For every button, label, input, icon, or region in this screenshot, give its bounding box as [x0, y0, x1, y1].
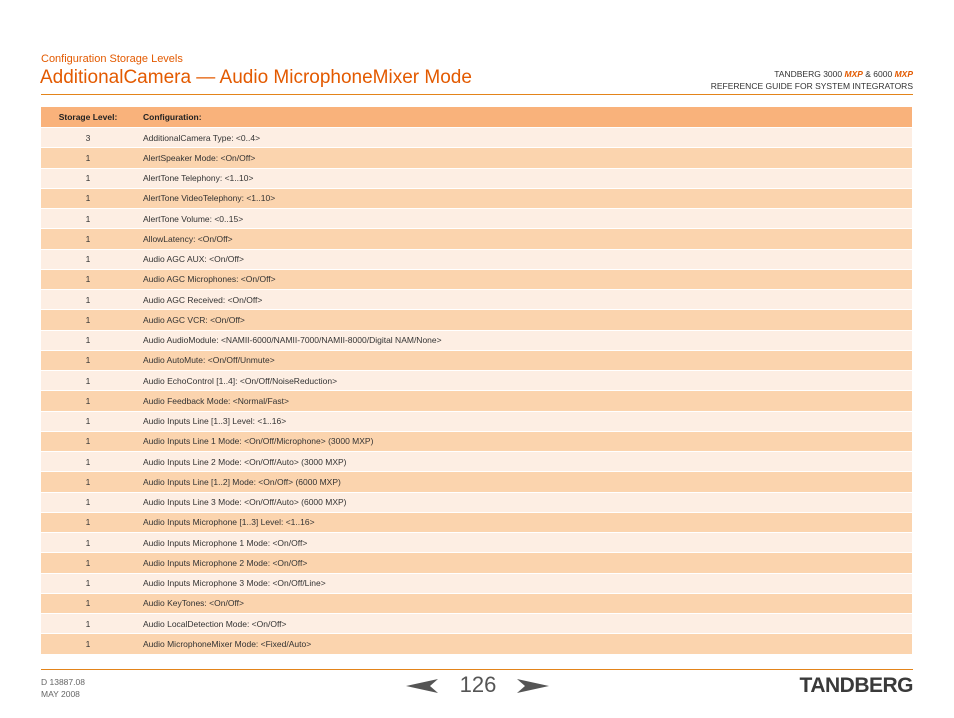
configuration-value: AlertTone Volume: <0..15> [143, 213, 244, 224]
storage-level-value: 1 [85, 152, 91, 163]
footer-divider [41, 669, 913, 670]
section-label: Configuration Storage Levels [41, 53, 183, 65]
table-row [41, 634, 912, 654]
arrow-left-icon[interactable] [406, 679, 438, 693]
table-row [41, 553, 912, 573]
storage-level-value: 1 [85, 274, 91, 285]
configuration-value: Audio Inputs Line 3 Mode: <On/Off/Auto> (6000 MXP) [143, 497, 347, 508]
storage-level-value: 3 [85, 132, 91, 143]
table-row [41, 594, 912, 614]
table-row [41, 493, 912, 513]
table-row [41, 614, 912, 634]
storage-level-value: 1 [85, 618, 91, 629]
configuration-value: Audio Inputs Microphone 2 Mode: <On/Off> [143, 557, 308, 568]
table-row [41, 128, 912, 148]
table-row [41, 229, 912, 249]
storage-level-value: 1 [85, 193, 91, 204]
configuration-value: Audio Inputs Line [1..3] Level: <1..16> [143, 416, 287, 427]
document-info [41, 676, 85, 700]
mxp-label-1: MXP [844, 69, 863, 79]
storage-level-value: 1 [85, 436, 91, 447]
table-row [41, 351, 912, 371]
table-row [41, 189, 912, 209]
document-date: MAY 2008 [41, 689, 80, 699]
configuration-value: Audio AGC Microphones: <On/Off> [143, 274, 276, 285]
configuration-value: Audio Inputs Line 1 Mode: <On/Off/Microphone> (3000 MXP) [143, 436, 374, 447]
table-row [41, 452, 912, 472]
arrow-right-icon[interactable] [517, 679, 549, 693]
table-row [41, 513, 912, 533]
table-row [41, 331, 912, 351]
tandberg-logo: TANDBERG [799, 674, 913, 697]
header-divider [41, 94, 913, 95]
table-row [41, 290, 912, 310]
configuration-value: Audio AudioModule: <NAMII-6000/NAMII-7000/NAMII-8000/Digital NAM/None> [143, 335, 442, 346]
storage-level-value: 1 [85, 173, 91, 184]
table-row [41, 148, 912, 168]
column-header-storage-level: Storage Level: [58, 112, 118, 122]
configuration-value: Audio KeyTones: <On/Off> [143, 598, 244, 609]
product-name-6000: & 6000 [862, 69, 895, 79]
storage-level-value: 1 [85, 254, 91, 265]
configuration-value: Audio Inputs Line [1..2] Mode: <On/Off> (6000 MXP) [143, 476, 341, 487]
storage-level-value: 1 [85, 578, 91, 589]
configuration-value: Audio MicrophoneMixer Mode: <Fixed/Auto> [143, 638, 312, 649]
storage-level-value: 1 [85, 456, 91, 467]
configuration-value: Audio AGC Received: <On/Off> [143, 294, 263, 305]
table-row [41, 391, 912, 411]
storage-level-value: 1 [85, 375, 91, 386]
table-row [41, 209, 912, 229]
storage-level-value: 1 [85, 395, 91, 406]
configuration-value: Audio AutoMute: <On/Off/Unmute> [143, 355, 275, 366]
configuration-value: Audio EchoControl [1..4]: <On/Off/NoiseReduction> [143, 375, 338, 386]
product-brand-block [711, 68, 913, 92]
product-name-3000: TANDBERG 3000 [774, 69, 845, 79]
configuration-value: AllowLatency: <On/Off> [143, 233, 233, 244]
table-row [41, 250, 912, 270]
column-header-configuration: Configuration: [143, 112, 202, 122]
table-row [41, 310, 912, 330]
storage-level-value: 1 [85, 416, 91, 427]
configuration-value: Audio LocalDetection Mode: <On/Off> [143, 618, 287, 629]
configuration-value: Audio Inputs Microphone 1 Mode: <On/Off> [143, 537, 308, 548]
storage-level-value: 1 [85, 476, 91, 487]
table-row [41, 432, 912, 452]
configuration-value: AlertTone VideoTelephony: <1..10> [143, 193, 276, 204]
table-row [41, 472, 912, 492]
configuration-value: AlertTone Telephony: <1..10> [143, 173, 254, 184]
configuration-value: AlertSpeaker Mode: <On/Off> [143, 152, 256, 163]
storage-level-value: 1 [85, 355, 91, 366]
configuration-value: Audio Inputs Microphone 3 Mode: <On/Off/Line> [143, 578, 326, 589]
storage-level-value: 1 [85, 294, 91, 305]
table-row [41, 169, 912, 189]
storage-level-value: 1 [85, 497, 91, 508]
storage-level-value: 1 [85, 213, 91, 224]
storage-level-value: 1 [85, 517, 91, 528]
table-row [41, 574, 912, 594]
configuration-value: AdditionalCamera Type: <0..4> [143, 132, 261, 143]
table-row [41, 533, 912, 553]
document-id: D 13887.08 [41, 677, 85, 687]
page-title: AdditionalCamera — Audio MicrophoneMixer Mode [40, 67, 472, 88]
product-line [711, 68, 913, 80]
mxp-label-2: MXP [894, 69, 913, 79]
storage-level-value: 1 [85, 638, 91, 649]
table-header-row [41, 107, 912, 128]
configuration-value: Audio AGC VCR: <On/Off> [143, 314, 245, 325]
guide-title: REFERENCE GUIDE FOR SYSTEM INTEGRATORS [710, 81, 913, 91]
configuration-value: Audio Inputs Microphone [1..3] Level: <1..16> [143, 517, 315, 528]
configuration-value: Audio AGC AUX: <On/Off> [143, 254, 244, 265]
storage-level-value: 1 [85, 314, 91, 325]
storage-level-table [41, 107, 912, 655]
storage-level-value: 1 [85, 537, 91, 548]
configuration-value: Audio Inputs Line 2 Mode: <On/Off/Auto> (3000 MXP) [143, 456, 347, 467]
table-row [41, 371, 912, 391]
storage-level-value: 1 [85, 233, 91, 244]
configuration-value: Audio Feedback Mode: <Normal/Fast> [143, 395, 289, 406]
storage-level-value: 1 [85, 557, 91, 568]
table-row [41, 412, 912, 432]
page-number: 126 [459, 672, 497, 697]
storage-level-value: 1 [85, 335, 91, 346]
storage-level-value: 1 [85, 598, 91, 609]
table-row [41, 270, 912, 290]
